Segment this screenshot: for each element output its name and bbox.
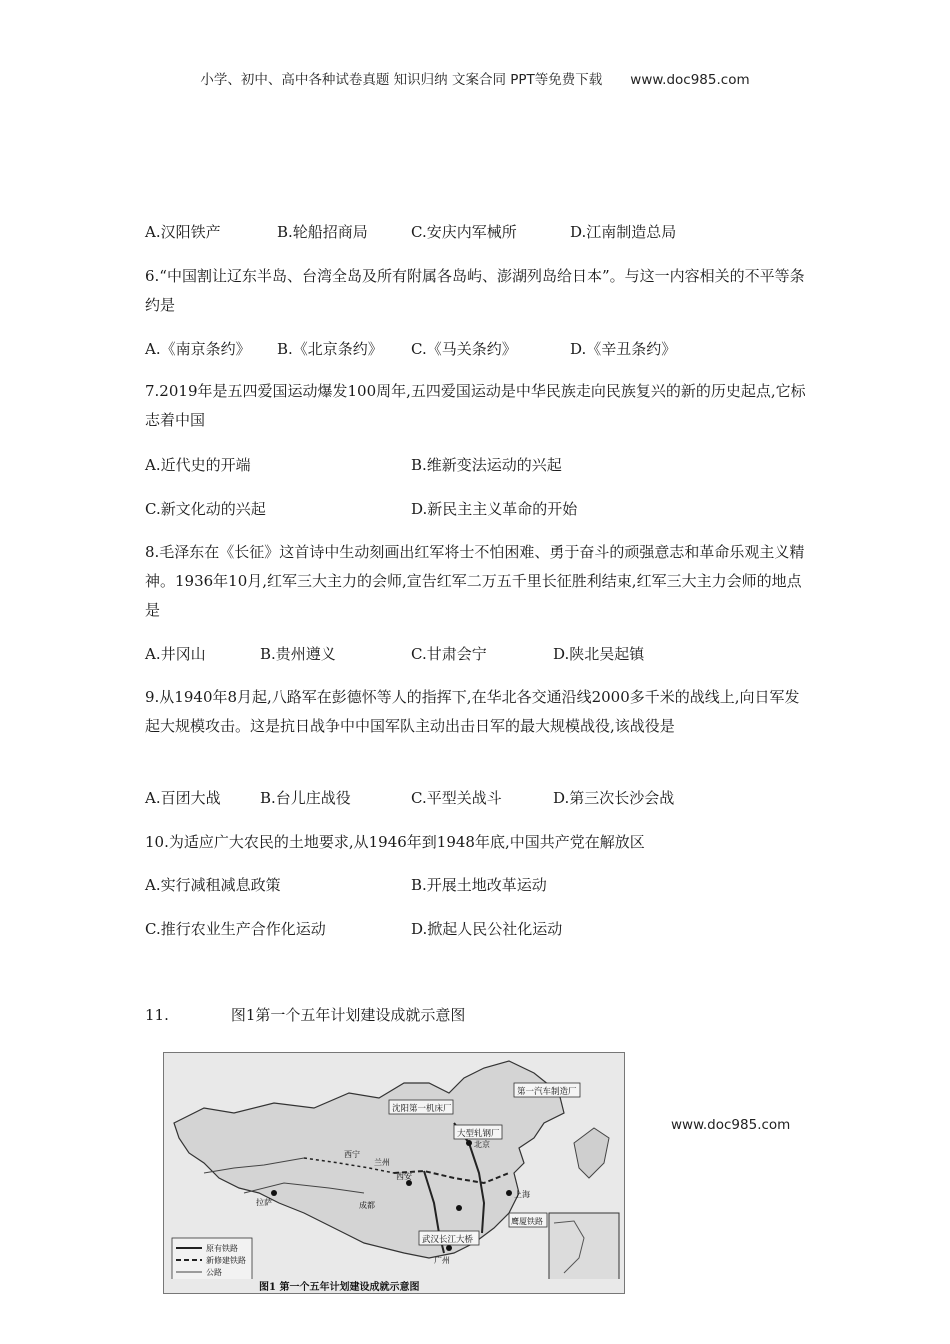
q8-option-d: D.陕北吴起镇	[553, 645, 645, 663]
map-svg	[164, 1053, 624, 1293]
q5-option-b: B.轮船招商局	[277, 223, 368, 241]
q7-option-d: D.新民主主义革命的开始	[411, 500, 578, 518]
map-label-changchun: 第一汽车制造厂	[517, 1087, 577, 1097]
q8-stem: 8.毛泽东在《长征》这首诗中生动刻画出红军将士不怕困难、勇于奋斗的顽强意志和革命乐观主义精神。1936年10月,红军三大主力的会师,宣告红军二万五千里长征胜利结束,红军三大主力会师的地点是	[145, 543, 805, 619]
q11-heading	[145, 1004, 465, 1025]
q10-option-c: C.推行农业生产合作化运动	[145, 920, 326, 938]
map-caption: 图1 第一个五年计划建设成就示意图	[259, 1282, 420, 1293]
city-dot-wuhan	[456, 1205, 462, 1211]
q6-option-d: D.《辛丑条约》	[570, 340, 677, 358]
q11-number: 11.	[145, 1006, 169, 1024]
header-site[interactable]: www.doc985.com	[630, 72, 750, 88]
map-label-xiamen: 鹰厦铁路	[511, 1217, 543, 1226]
q9-option-c: C.平型关战斗	[411, 789, 502, 807]
legend-label-new: 新修建铁路	[206, 1256, 246, 1265]
q5-option-d: D.江南制造总局	[570, 223, 677, 241]
header-text: 小学、初中、高中各种试卷真题 知识归纳 文案合同 PPT等免费下载	[200, 72, 603, 88]
q9-stem: 9.从1940年8月起,八路军在彭德怀等人的指挥下,在华北各交通沿线2000多千米的战线上,向日军发起大规模攻击。这是抗日战争中中国军队主动出击日军的最大规模战役,该战役是	[145, 688, 800, 735]
q10-option-b: B.开展土地改革运动	[411, 876, 547, 894]
map-label-xian: 西安	[396, 1172, 412, 1181]
map-label-anshan: 大型轧钢厂	[457, 1129, 500, 1139]
q8-option-c: C.甘肃会宁	[411, 645, 487, 663]
q7-stem: 7.2019年是五四爱国运动爆发100周年,五四爱国运动是中华民族走向民族复兴的新的历史起点,它标志着中国	[145, 382, 806, 429]
city-dot-beijing	[466, 1140, 472, 1146]
map-label-xining: 西宁	[344, 1150, 360, 1159]
five-year-plan-map	[163, 1052, 625, 1294]
q9-option-b: B.台儿庄战役	[260, 789, 351, 807]
page-header	[0, 68, 950, 88]
city-dot-lhasa	[271, 1190, 277, 1196]
q11-figure-title: 图1第一个五年计划建设成就示意图	[230, 1006, 466, 1024]
map-label-shanghai: 上海	[514, 1190, 530, 1199]
china-outline	[174, 1061, 564, 1258]
map-label-shenyang: 沈阳第一机床厂	[392, 1104, 452, 1114]
city-dot-shanghai	[506, 1190, 512, 1196]
map-label-guangzhou: 广州	[434, 1256, 450, 1265]
q6-option-b: B.《北京条约》	[277, 340, 383, 358]
q6-option-c: C.《马关条约》	[411, 340, 517, 358]
q7-option-a: A.近代史的开端	[145, 456, 251, 474]
south-china-sea-inset	[549, 1213, 619, 1288]
map-label-beijing: 北京	[474, 1140, 490, 1149]
japan-outline	[574, 1128, 609, 1178]
q7-option-b: B.维新变法运动的兴起	[411, 456, 562, 474]
legend-label-road: 公路	[206, 1268, 222, 1277]
q8-option-b: B.贵州遵义	[260, 645, 336, 663]
q10-stem: 10.为适应广大农民的土地要求,从1946年到1948年底,中国共产党在解放区	[145, 833, 645, 851]
map-label-chengdu: 成都	[359, 1201, 375, 1210]
q9-option-a: A.百团大战	[145, 789, 221, 807]
q8-option-a: A.井冈山	[145, 645, 206, 663]
q6-stem: 6.“中国割让辽东半岛、台湾全岛及所有附属各岛屿、澎湖列岛给日本”。与这一内容相关的不平等条约是	[145, 267, 805, 314]
city-dot-guangzhou	[446, 1245, 452, 1251]
map-label-lanzhou: 兰州	[374, 1158, 390, 1167]
map-label-lhasa: 拉萨	[256, 1198, 272, 1207]
legend-label-existing: 原有铁路	[206, 1244, 238, 1253]
map-label-wuhan: 武汉长江大桥	[422, 1235, 474, 1245]
q6-option-a: A.《南京条约》	[145, 340, 251, 358]
q5-option-c: C.安庆内军械所	[411, 223, 517, 241]
q10-option-a: A.实行减租减息政策	[145, 876, 281, 894]
q9-option-d: D.第三次长沙会战	[553, 789, 675, 807]
q5-option-a: A.汉阳铁产	[145, 223, 221, 241]
q7-option-c: C.新文化动的兴起	[145, 500, 266, 518]
q10-option-d: D.掀起人民公社化运动	[411, 920, 563, 938]
side-site-url[interactable]: www.doc985.com	[671, 1117, 791, 1133]
